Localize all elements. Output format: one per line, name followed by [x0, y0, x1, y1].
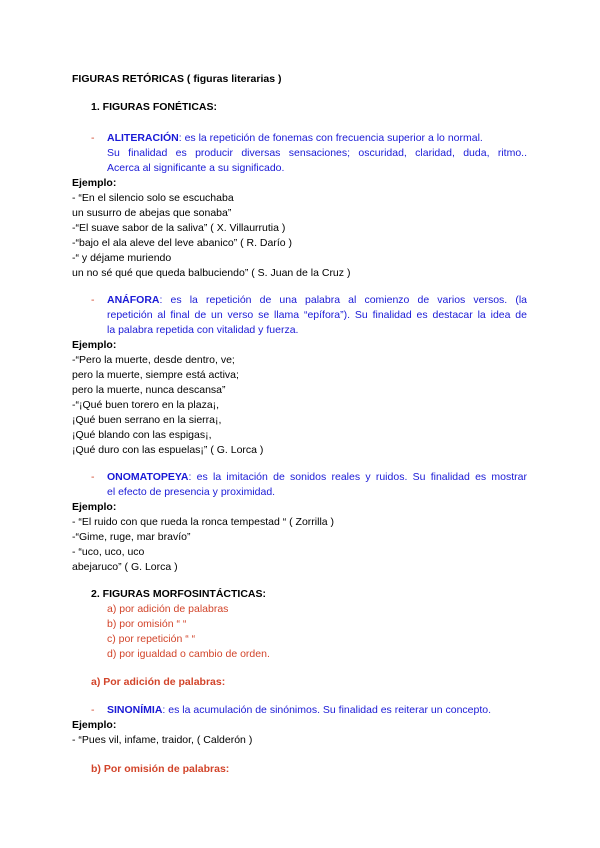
onomatopeya-line-2: el efecto de presencia y proximidad. [107, 486, 276, 498]
subitem: c) por repetición “ “ [107, 633, 196, 645]
section-2-heading: 2. FIGURAS MORFOSINTÁCTICAS: [91, 588, 266, 600]
example-line: -“bajo el ala aleve del leve abanico” ( R. Darío ) [72, 237, 293, 249]
example-line: - “En el silencio solo se escuchaba [72, 192, 234, 204]
page-title: FIGURAS RETÓRICAS ( figuras literarias ) [72, 73, 282, 85]
anafora-line-2: repetición al final de un verso se llama “epífora”). Su finalidad es destacar la idea de [107, 309, 527, 321]
sub-a-heading: a) Por adición de palabras: [91, 676, 226, 688]
example-line: - “Pues vil, infame, traidor, ( Calderón ) [72, 734, 253, 746]
aliteracion-line-2: Su finalidad es producir diversas sensaciones; oscuridad, claridad, duda, ritmo.. [107, 147, 527, 159]
example-line: - “uco, uco, uco [72, 546, 145, 558]
subitem: b) por omisión “ “ [107, 618, 187, 630]
ejemplo-label: Ejemplo: [72, 177, 117, 189]
example-line: -“ y déjame muriendo [72, 252, 172, 264]
onomatopeya-line-1 [107, 471, 527, 484]
anafora-line-3: la palabra repetida con vitalidad y fuerza. [107, 324, 299, 336]
example-line: pero la muerte, nunca descansa” [72, 384, 226, 396]
section-1-heading: 1. FIGURAS FONÉTICAS: [91, 101, 218, 113]
example-line: un no sé qué que queda balbuciendo” ( S. Juan de la Cruz ) [72, 267, 351, 279]
aliteracion-line-1 [107, 132, 483, 145]
subitem: a) por adición de palabras [107, 603, 229, 615]
example-line: ¡Qué blando con las espigas¡, [72, 429, 212, 441]
ejemplo-label: Ejemplo: [72, 501, 117, 513]
bullet-dash: - [91, 704, 95, 716]
anafora-def: : es la repetición de una palabra al comienzo de varios versos. (la [159, 294, 527, 306]
onomatopeya-def: : es la imitación de sonidos reales y ruidos. Su finalidad es mostrar [188, 471, 527, 483]
subitem: d) por igualdad o cambio de orden. [107, 648, 270, 660]
anafora-line-1 [107, 294, 527, 307]
onomatopeya-term: ONOMATOPEYA [107, 471, 189, 483]
example-line: pero la muerte, siempre está activa; [72, 369, 239, 381]
aliteracion-term: ALITERACIÓN [107, 132, 179, 144]
example-line: ¡Qué buen serrano en la sierra¡, [72, 414, 222, 426]
anafora-term: ANÁFORA [107, 294, 160, 306]
example-line: -“Gime, ruge, mar bravío” [72, 531, 191, 543]
aliteracion-def: : es la repetición de fonemas con frecuencia superior a lo normal. [178, 132, 483, 144]
ejemplo-label: Ejemplo: [72, 339, 117, 351]
ejemplo-label: Ejemplo: [72, 719, 117, 731]
bullet-dash: - [91, 132, 95, 144]
example-line: un susurro de abejas que sonaba” [72, 207, 232, 219]
example-line: -“¡Qué buen torero en la plaza¡, [72, 399, 220, 411]
bullet-dash: - [91, 471, 95, 483]
sinonimia-line [107, 704, 491, 717]
example-line: -“Pero la muerte, desde dentro, ve; [72, 354, 235, 366]
example-line: -“El suave sabor de la saliva” ( X. Villaurrutia ) [72, 222, 286, 234]
example-line: ¡Qué duro con las espuelas¡” ( G. Lorca ) [72, 444, 264, 456]
example-line: abejaruco” ( G. Lorca ) [72, 561, 178, 573]
sinonimia-term: SINONÍMIA [107, 704, 163, 716]
sub-b-heading: b) Por omisión de palabras: [91, 763, 230, 775]
aliteracion-line-3: Acerca al significante a su significado. [107, 162, 285, 174]
sinonimia-def: : es la acumulación de sinónimos. Su finalidad es reiterar un concepto. [162, 704, 492, 716]
bullet-dash: - [91, 294, 95, 306]
example-line: - “El ruido con que rueda la ronca tempestad “ ( Zorrilla ) [72, 516, 335, 528]
